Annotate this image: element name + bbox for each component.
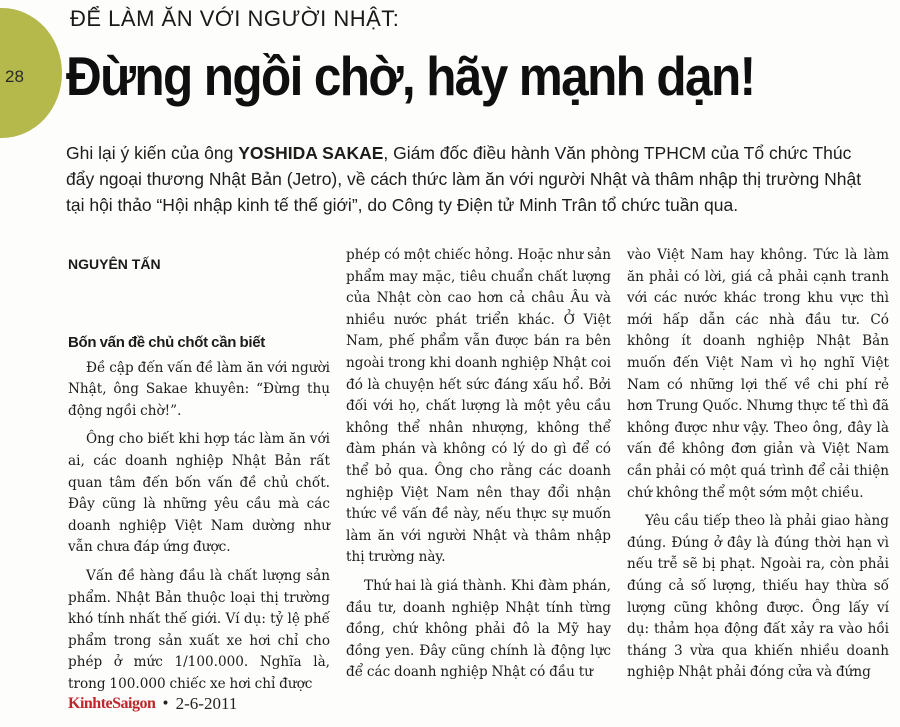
article-column-2 [346,245,611,691]
article-column-1 [68,332,330,703]
paragraph: vào Việt Nam hay không. Tức là làm ăn phải có lời, giá cả phải cạnh tranh với các nước khác trong khu vực thì mới hấp dẫn các nhà đầu tư. Có không ít doanh nghiệp Nhật Bản muốn đến Việt Nam vì họ nghĩ Việt Nam có những lợi thế về chi phí rẻ hơn Trung Quốc. Nhưng thực tế thì đã không được như vậy. Theo ông, đây là vấn đề không đơn giản và Việt Nam cần phải có một quá trình để cải thiện chứ không thể một sớm một chiều. [627,247,889,501]
article-standfirst [66,140,866,218]
byline: NGUYÊN TẤN [68,256,161,272]
standfirst-person-name: YOSHIDA SAKAE [238,143,384,163]
section-subhead: Bốn vấn đề chủ chốt cần biết [68,334,265,351]
paragraph: Thứ hai là giá thành. Khi đàm phán, đầu tư, doanh nghiệp Nhật tính từng đồng, chứ không phải đô la Mỹ hay đồng yen. Đây cũng chính là động lực để các doanh nghiệp Nhật có đầu tư [346,577,611,681]
article-kicker: ĐỂ LÀM ĂN VỚI NGƯỜI NHẬT: [70,6,400,31]
paragraph: Vấn đề hàng đầu là chất lượng sản phẩm. Nhật Bản thuộc loại thị trường khó tính nhất thế giới. Ví dụ: tỷ lệ phế phẩm trong sản xuất xe hơi chỉ cho phép ở mức 1/100.000. Nghĩa là, trong 100.000 chiếc xe hơi chỉ được [68,567,330,692]
standfirst-intro: Ghi lại ý kiến của ông [66,143,239,163]
article-headline: Đừng ngồi chờ, hãy mạnh dạn! [66,45,755,107]
paragraph: Đề cập đến vấn đề làm ăn với người Nhật, ông Sakae khuyên: “Đừng thụ động ngồi chờ!”. [68,359,330,419]
article-column-3 [627,245,889,691]
issue-date: 2-6-2011 [175,694,238,713]
page-footer [68,694,237,714]
publication-logo: KinhteSaigon [68,695,156,712]
standfirst-body: , Giám đốc điều hành Văn phòng TPHCM của Tổ chức Thúc đẩy ngoại thương Nhật Bản (Jetro), về cách thức làm ăn với người Nhật và thâm nhập thị trường Nhật tại hội thảo “Hội nhập kinh tế thế giới”, do Công ty Điện tử Minh Trân tổ chức tuần qua. [66,143,862,215]
paragraph: Yêu cầu tiếp theo là phải giao hàng đúng. Đúng ở đây là đúng thời hạn vì nếu trễ sẽ bị phạt. Ngoài ra, còn phải đúng cả số lượng, thiếu hay thừa số lượng cũng không được. Ông lấy ví dụ: thảm họa động đất xảy ra vào hồi tháng 3 vừa qua khiến nhiều doanh nghiệp Nhật phải đóng cửa và đứng [627,513,889,681]
bullet-separator: • [161,696,170,712]
paragraph: phép có một chiếc hỏng. Hoặc như sản phẩm may mặc, tiêu chuẩn chất lượng của Nhật còn cao hơn cả châu Âu và nhiều nước phát triển khác. Ở Việt Nam, phế phẩm vẫn được bán ra bên ngoài trong khi doanh nghiệp Nhật coi đó là chuyện hết sức đáng xấu hổ. Bởi đối với họ, chất lượng là một yêu cầu không thể nhân nhượng, không thể đàm phán và không có lý do gì để có thể bỏ qua. Ông cho rằng các doanh nghiệp Việt Nam nên thay đổi nhận thức về vấn đề này, nếu thực sự muốn làm ăn với người Nhật và thâm nhập thị trường này. [346,247,611,566]
paragraph: Ông cho biết khi hợp tác làm ăn với ai, các doanh nghiệp Nhật Bản rất quan tâm đến bốn vấn đề chủ chốt. Đây cũng là những yêu cầu mà các doanh nghiệp Việt Nam dường như vẫn chưa đáp ứng được. [68,431,330,556]
page-number: 28 [5,67,24,86]
